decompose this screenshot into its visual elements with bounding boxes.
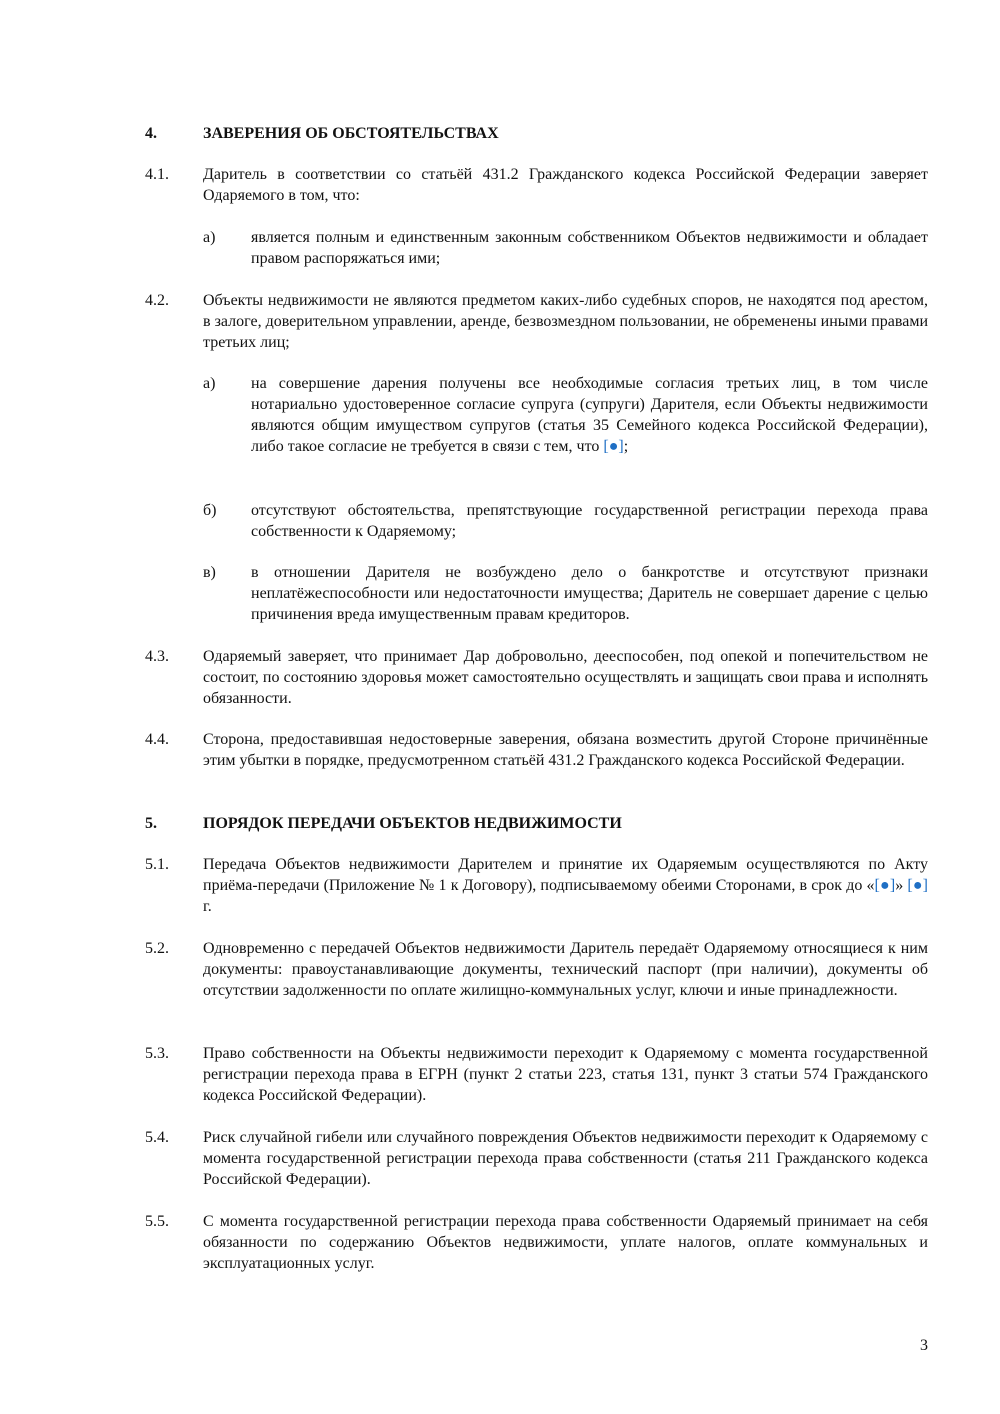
clause-text: Даритель в соответствии со статьёй 431.2 Гражданского кодекса Российской Федерации заверяет Одаряемого в том, что: bbox=[203, 166, 928, 204]
clause-4-1 bbox=[145, 164, 928, 206]
subclause-text: является полным и единственным законным собственником Объектов недвижимости и обладает правом распоряжаться ими; bbox=[251, 229, 928, 267]
clause-text: Право собственности на Объекты недвижимости переходит к Одаряемому с момента государственной регистрации перехода права в ЕГРН (пункт 2 статьи 223, статья 131, пункт 3 статьи 574 Гражданского кодекса Российской Федерации). bbox=[203, 1045, 928, 1104]
clause-text: Одаряемый заверяет, что принимает Дар добровольно, дееспособен, под опекой и попечительством не состоит, по состоянию здоровья может самостоятельно осуществлять и защищать свои права и исполнять обязанности. bbox=[203, 648, 928, 707]
clause-text: Сторона, предоставившая недостоверные заверения, обязана возместить другой Стороне причинённые этим убытки в порядке, предусмотренном статьёй 431.2 Гражданского кодекса Российской Федерации. bbox=[203, 731, 928, 769]
clause-number: 5.2. bbox=[145, 940, 169, 957]
clause-mid: » bbox=[895, 877, 908, 894]
clause-5-2 bbox=[145, 938, 928, 1001]
subclause-letter: а) bbox=[203, 375, 216, 392]
clause-number: 5.1. bbox=[145, 856, 169, 873]
clause-4-2-a bbox=[203, 373, 928, 457]
clause-text: С момента государственной регистрации перехода права собственности Одаряемый принимает на себя обязанности по содержанию Объектов недвижимости, уплате налогов, оплате коммунальных и эксплуатационных услуг. bbox=[203, 1213, 928, 1272]
clause-4-1-a bbox=[203, 227, 928, 269]
clause-5-4 bbox=[145, 1127, 928, 1190]
clause-body: Передача Объектов недвижимости Дарителем и принятие их Одаряемым осуществляются по Акту приёма-передачи (Приложение № 1 к Договору), подписываемому обеими Сторонами, в срок до « bbox=[203, 856, 928, 894]
section-number: 4. bbox=[145, 125, 157, 142]
section-number: 5. bbox=[145, 815, 157, 832]
subclause-tail: ; bbox=[623, 438, 629, 455]
clause-tail: г. bbox=[203, 898, 212, 915]
subclause-text: отсутствуют обстоятельства, препятствующие государственной регистрации перехода права собственности к Одаряемому; bbox=[251, 502, 928, 540]
clause-4-4 bbox=[145, 729, 928, 771]
section-title: ЗАВЕРЕНИЯ ОБ ОБСТОЯТЕЛЬСТВАХ bbox=[203, 125, 499, 142]
subclause-body: на совершение дарения получены все необходимые согласия третьих лиц, в том числе нотариально удостоверенное согласие супруга (супруги) Дарителя, если Объекты недвижимости являются общим имуществом супругов (статья 35 Семейного кодекса Российской Федерации), либо такое согласие не требуется в связи с тем, что bbox=[251, 375, 928, 455]
subclause-text: в отношении Дарителя не возбуждено дело о банкротстве и отсутствуют признаки неплатёжеспособности или недостаточности имущества; Даритель не совершает дарение с целью причинения вреда имущественным правам кредиторов. bbox=[251, 564, 928, 623]
clause-number: 4.2. bbox=[145, 292, 169, 309]
clause-number: 4.1. bbox=[145, 166, 169, 183]
placeholder-marker: [●] bbox=[874, 877, 896, 894]
section-title: ПОРЯДОК ПЕРЕДАЧИ ОБЪЕКТОВ НЕДВИЖИМОСТИ bbox=[203, 815, 622, 832]
clause-text: Риск случайной гибели или случайного повреждения Объектов недвижимости переходит к Одаряемому с момента государственной регистрации перехода права собственности (статья 211 Гражданского кодекса Российской Федерации). bbox=[203, 1129, 928, 1188]
page-number: 3 bbox=[920, 1337, 928, 1354]
clause-5-3 bbox=[145, 1043, 928, 1106]
placeholder-marker: [●] bbox=[603, 438, 624, 455]
clause-number: 5.5. bbox=[145, 1213, 169, 1230]
clause-text: Объекты недвижимости не являются предметом каких-либо судебных споров, не находятся под арестом, в залоге, доверительном управлении, аренде, безвозмездном пользовании, не обременены иными правами третьих лиц; bbox=[203, 292, 928, 351]
clause-4-3 bbox=[145, 646, 928, 709]
placeholder-marker: [●] bbox=[907, 877, 928, 894]
subclause-letter: а) bbox=[203, 229, 216, 246]
clause-number: 4.3. bbox=[145, 648, 169, 665]
subclause-letter: в) bbox=[203, 564, 216, 581]
subclause-text bbox=[251, 373, 928, 457]
clause-4-2-v bbox=[203, 562, 928, 625]
clause-number: 5.3. bbox=[145, 1045, 169, 1062]
clause-text bbox=[203, 854, 928, 917]
clause-4-2 bbox=[145, 290, 928, 353]
clause-4-2-b bbox=[203, 500, 928, 542]
subclause-letter: б) bbox=[203, 502, 217, 519]
clause-number: 5.4. bbox=[145, 1129, 169, 1146]
clause-text: Одновременно с передачей Объектов недвижимости Даритель передаёт Одаряемому относящиеся к ним документы: правоустанавливающие документы, технический паспорт (при наличии), документы об отсутствии задолженности по оплате жилищно-коммунальных услуг, ключи и иные принадлежности. bbox=[203, 940, 928, 999]
clause-number: 4.4. bbox=[145, 731, 169, 748]
clause-5-5 bbox=[145, 1211, 928, 1274]
clause-5-1 bbox=[145, 854, 928, 917]
